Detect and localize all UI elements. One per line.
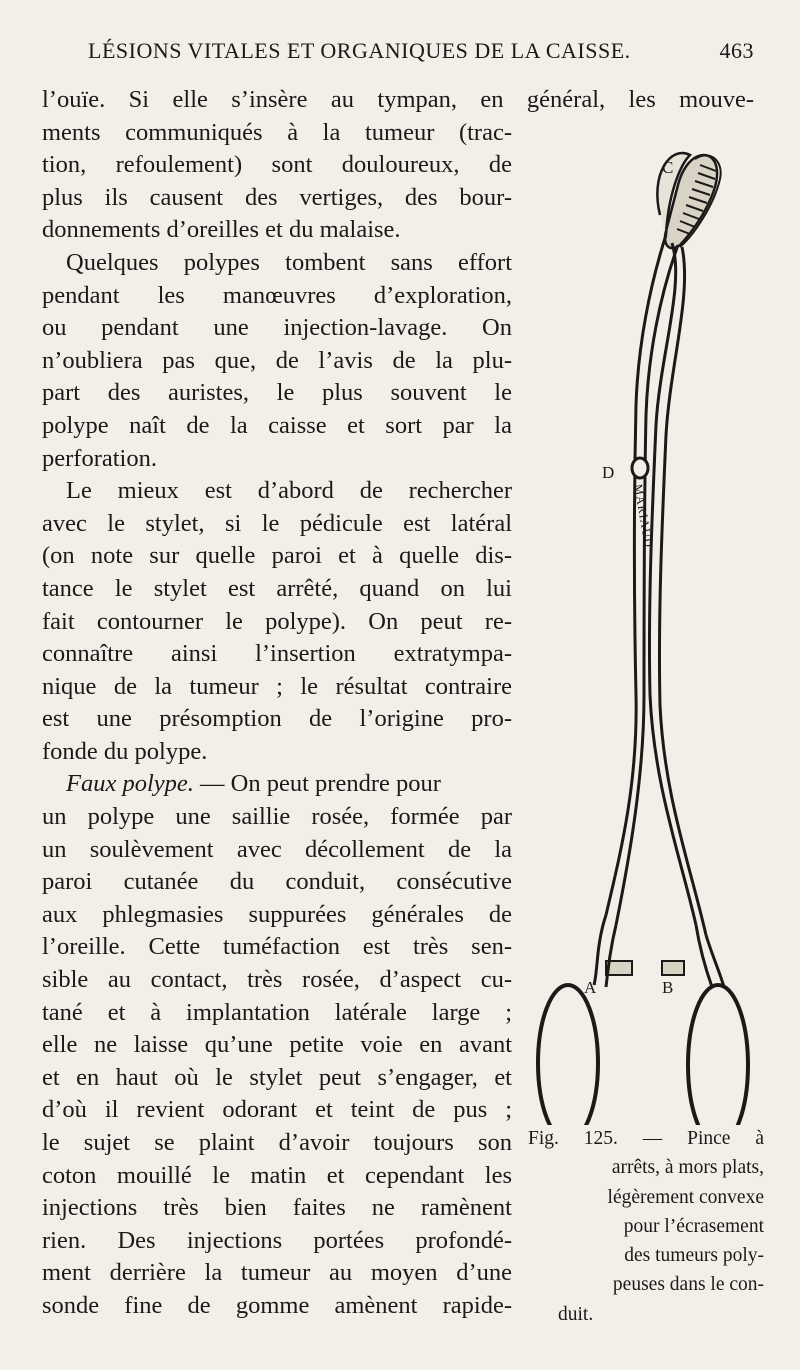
text-line [42,768,512,801]
text-line: plus ils causent des vertiges, des bour- [42,183,512,211]
engraving-text: MARIAUD [631,483,657,549]
text-line: sonde fine de gomme amènent rapide- [42,1291,512,1319]
text-line: l’oreille. Cette tuméfaction est très sen- [42,933,512,961]
caption-line: des tumeurs poly- [624,1245,764,1267]
text-line: rien. Des injections portées profondé- [42,1226,512,1254]
text-line: d’où il revient odorant et teint de pus ; [42,1096,512,1124]
figure-caption [528,1124,764,1329]
text-line: aux phlegmasies suppurées générales de [42,900,512,928]
text-line: ments communiqués à la tumeur (trac- [42,118,512,146]
text-line: perforation. [42,444,157,472]
text-line: le sujet se plaint d’avoir toujours son [42,1129,512,1156]
text-line: part des auristes, le plus souvent le [42,379,512,407]
text-line: Quelques polypes tombent sans effort [66,248,512,276]
right-finger-ring [688,985,748,1125]
text-line: coton mouillé le matin et cependant les [42,1161,512,1189]
running-title: LÉSIONS VITALES ET ORGANIQUES DE LA CAISSE. [88,38,631,63]
caption-line: arrêts, à mors plats, [611,1157,764,1179]
caption-line: pour l’écrasement [623,1215,764,1237]
caption-line: légèrement convexe [607,1186,764,1208]
text-line: avec le stylet, si le pédicule est latéral [42,509,512,537]
text-line: polype naît de la caisse et sort par la [42,411,512,439]
left-finger-ring [538,985,598,1125]
text-line: tance le stylet est arrêté, quand on lui [42,574,512,602]
text-line: fonde du polype. [42,737,208,765]
page-number: 463 [719,38,754,63]
text-line: un soulèvement avec décollement de la [42,835,512,863]
text-line: (on note sur quelle paroi et à quelle dis- [42,542,512,570]
text-line: elle ne laisse qu’une petite voie en avant [42,1031,512,1059]
text-line: sible au contact, très rosée, d’aspect cu- [42,966,512,994]
text-line: pendant les manœuvres d’exploration, [42,281,512,309]
faux-polype-heading: Faux polype. [66,770,194,798]
text-line: connaître ainsi l’insertion extratympa- [42,640,512,668]
forceps-shafts [594,235,724,987]
text-line: un polype une saillie rosée, formée par [42,803,512,831]
running-header [88,38,754,64]
text-line: Le mieux est d’abord de rechercher [66,477,512,505]
text-line: ou pendant une injection-lavage. On [42,314,512,342]
text-line: nique de la tumeur ; le résultat contraire [42,672,512,700]
caption-line: peuses dans le con- [612,1274,764,1296]
text-line: injections très bien faites ne ramènent [42,1194,512,1222]
text-line: et en haut où le stylet peut s’engager, et [42,1063,512,1091]
caption-line: Fig. 125. — Pince à [528,1128,764,1149]
text-line: fait contourner le polype). On peut re- [42,607,512,635]
label-a: A [584,978,597,997]
text-line: l’ouïe. Si elle s’insère au tympan, en général, les mouve- [42,86,754,113]
text-line: est une présomption de l’origine pro- [42,705,512,733]
caption-line: duit. [558,1303,594,1325]
label-c: C [662,158,674,177]
text-line: paroi cutanée du conduit, consécutive [42,868,512,896]
text-line: tané et à implantation latérale large ; [42,998,512,1026]
forceps-illustration [510,135,800,1125]
text-line: donnements d’oreilles et du malaise. [42,216,401,244]
text-line: tion, refoulement) sont douloureux, de [42,151,512,179]
faux-polype-text: — On peut prendre pour [193,770,441,798]
label-d: D [602,463,615,482]
text-line: ment derrière la tumeur au moyen d’une [42,1259,512,1287]
label-b: B [662,978,674,997]
text-line: n’oubliera pas que, de l’avis de la plu- [42,346,512,374]
